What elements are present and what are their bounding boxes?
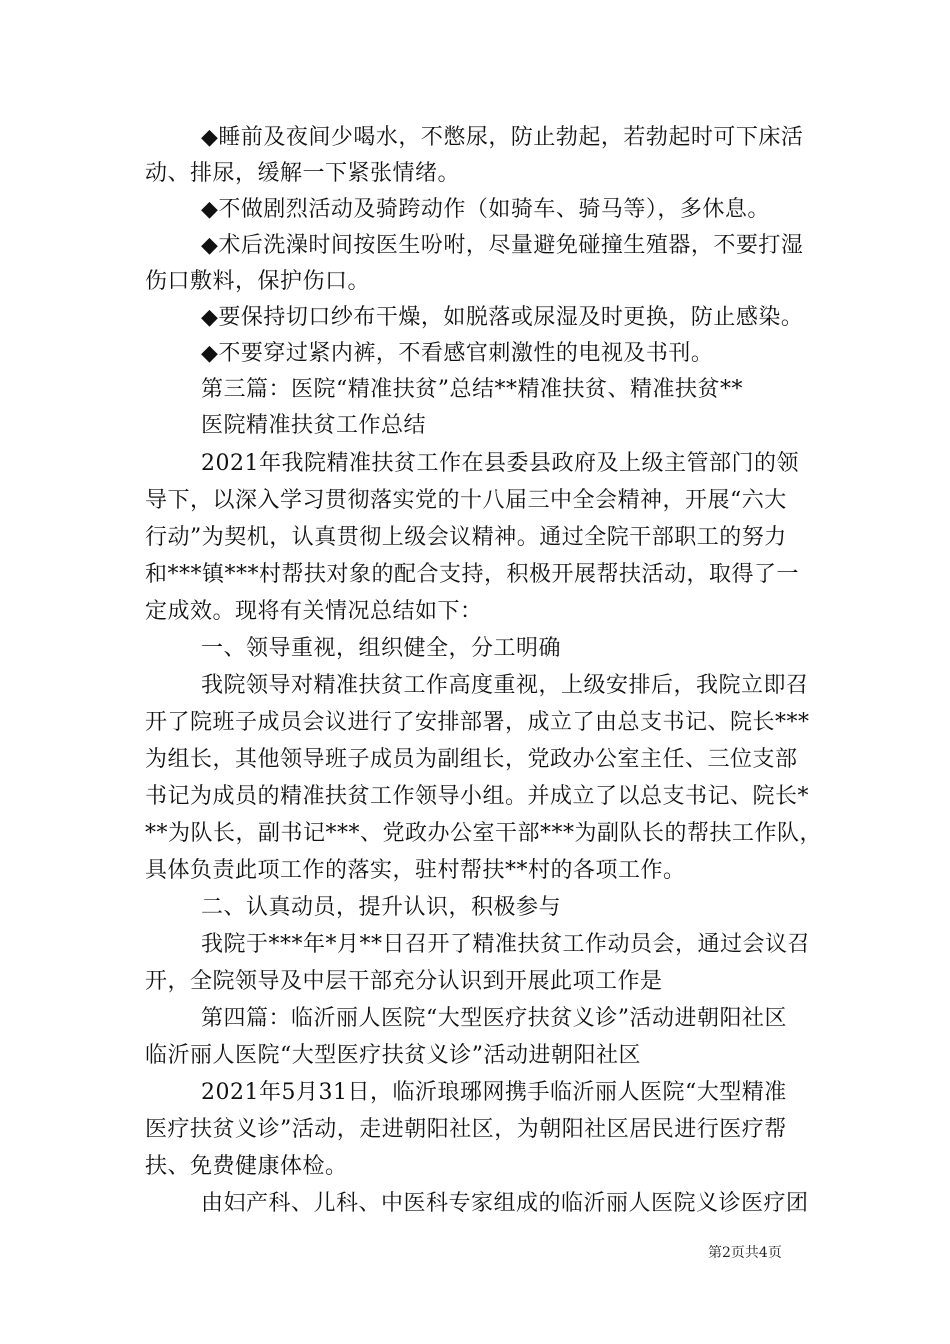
text-line: 开，全院领导及中层干部充分认识到开展此项工作是 xyxy=(145,969,663,994)
text-line: 书记为成员的精准扶贫工作领导小组。并成立了以总支书记、院长* xyxy=(145,784,810,809)
text-line: ◆术后洗澡时间按医生吩咐，尽量避免碰撞生殖器，不要打湿 xyxy=(201,233,804,258)
text-line: 为组长，其他领导班子成员为副组长，党政办公室主任、三位支部 xyxy=(145,747,798,772)
text-line: ◆睡前及夜间少喝水，不憋尿，防止勃起，若勃起时可下床活 xyxy=(201,125,804,150)
text-line: 2021年我院精准扶贫工作在县委县政府及上级主管部门的领 xyxy=(201,451,799,476)
text-line: 由妇产科、儿科、中医科专家组成的临沂丽人医院义诊医疗团 xyxy=(201,1191,809,1216)
text-line: 伤口敷料，保护伤口。 xyxy=(145,269,371,294)
text-line: 导下，以深入学习贯彻落实党的十八届三中全会精神，开展“六大 xyxy=(145,488,787,513)
text-line: 我院领导对精准扶贫工作高度重视，上级安排后，我院立即召 xyxy=(201,673,809,698)
section-subtitle: 临沂丽人医院“大型医疗扶贫义诊”活动进朝阳社区 xyxy=(145,1043,641,1068)
page-number-footer: 第2页共4页 xyxy=(708,1245,782,1261)
text-line: 医疗扶贫义诊”活动，走进朝阳社区，为朝阳社区居民进行医疗帮 xyxy=(145,1117,787,1142)
text-line: 具体负责此项工作的落实，驻村帮扶**村的各项工作。 xyxy=(145,858,686,883)
text-line: ◆要保持切口纱布干燥，如脱落或尿湿及时更换，防止感染。 xyxy=(201,305,804,330)
section-heading: 二、认真动员，提升认识，积极参与 xyxy=(201,895,562,920)
section-heading: 第三篇：医院“精准扶贫”总结**精准扶贫、精准扶贫** xyxy=(201,377,743,402)
text-line: 扶、免费健康体检。 xyxy=(145,1154,348,1179)
section-heading: 第四篇：临沂丽人医院“大型医疗扶贫义诊”活动进朝阳社区 xyxy=(201,1006,787,1031)
text-line: 2021年5月31日，临沂琅琊网携手临沂丽人医院“大型精准 xyxy=(201,1080,787,1105)
text-line: ◆不要穿过紧内裤，不看感官刺激性的电视及书刊。 xyxy=(201,341,714,366)
text-line: 动、排尿，缓解一下紧张情绪。 xyxy=(145,161,461,186)
text-line: 开了院班子成员会议进行了安排部署，成立了由总支书记、院长*** xyxy=(145,710,810,735)
text-line: ◆不做剧烈活动及骑跨动作（如骑车、骑马等），多休息。 xyxy=(201,197,770,222)
text-line: **为队长，副书记***、党政办公室干部***为副队长的帮扶工作队， xyxy=(145,821,823,846)
text-line: 行动”为契机，认真贯彻上级会议精神。通过全院干部职工的努力 xyxy=(145,525,787,550)
text-line: 和***镇***村帮扶对象的配合支持，积极开展帮扶活动，取得了一 xyxy=(145,562,800,587)
section-heading: 一、领导重视，组织健全，分工明确 xyxy=(201,636,562,661)
text-line: 我院于***年*月**日召开了精准扶贫工作动员会，通过会议召 xyxy=(201,932,811,957)
section-subtitle: 医院精准扶贫工作总结 xyxy=(201,413,427,438)
text-line: 定成效。现将有关情况总结如下： xyxy=(145,599,483,624)
